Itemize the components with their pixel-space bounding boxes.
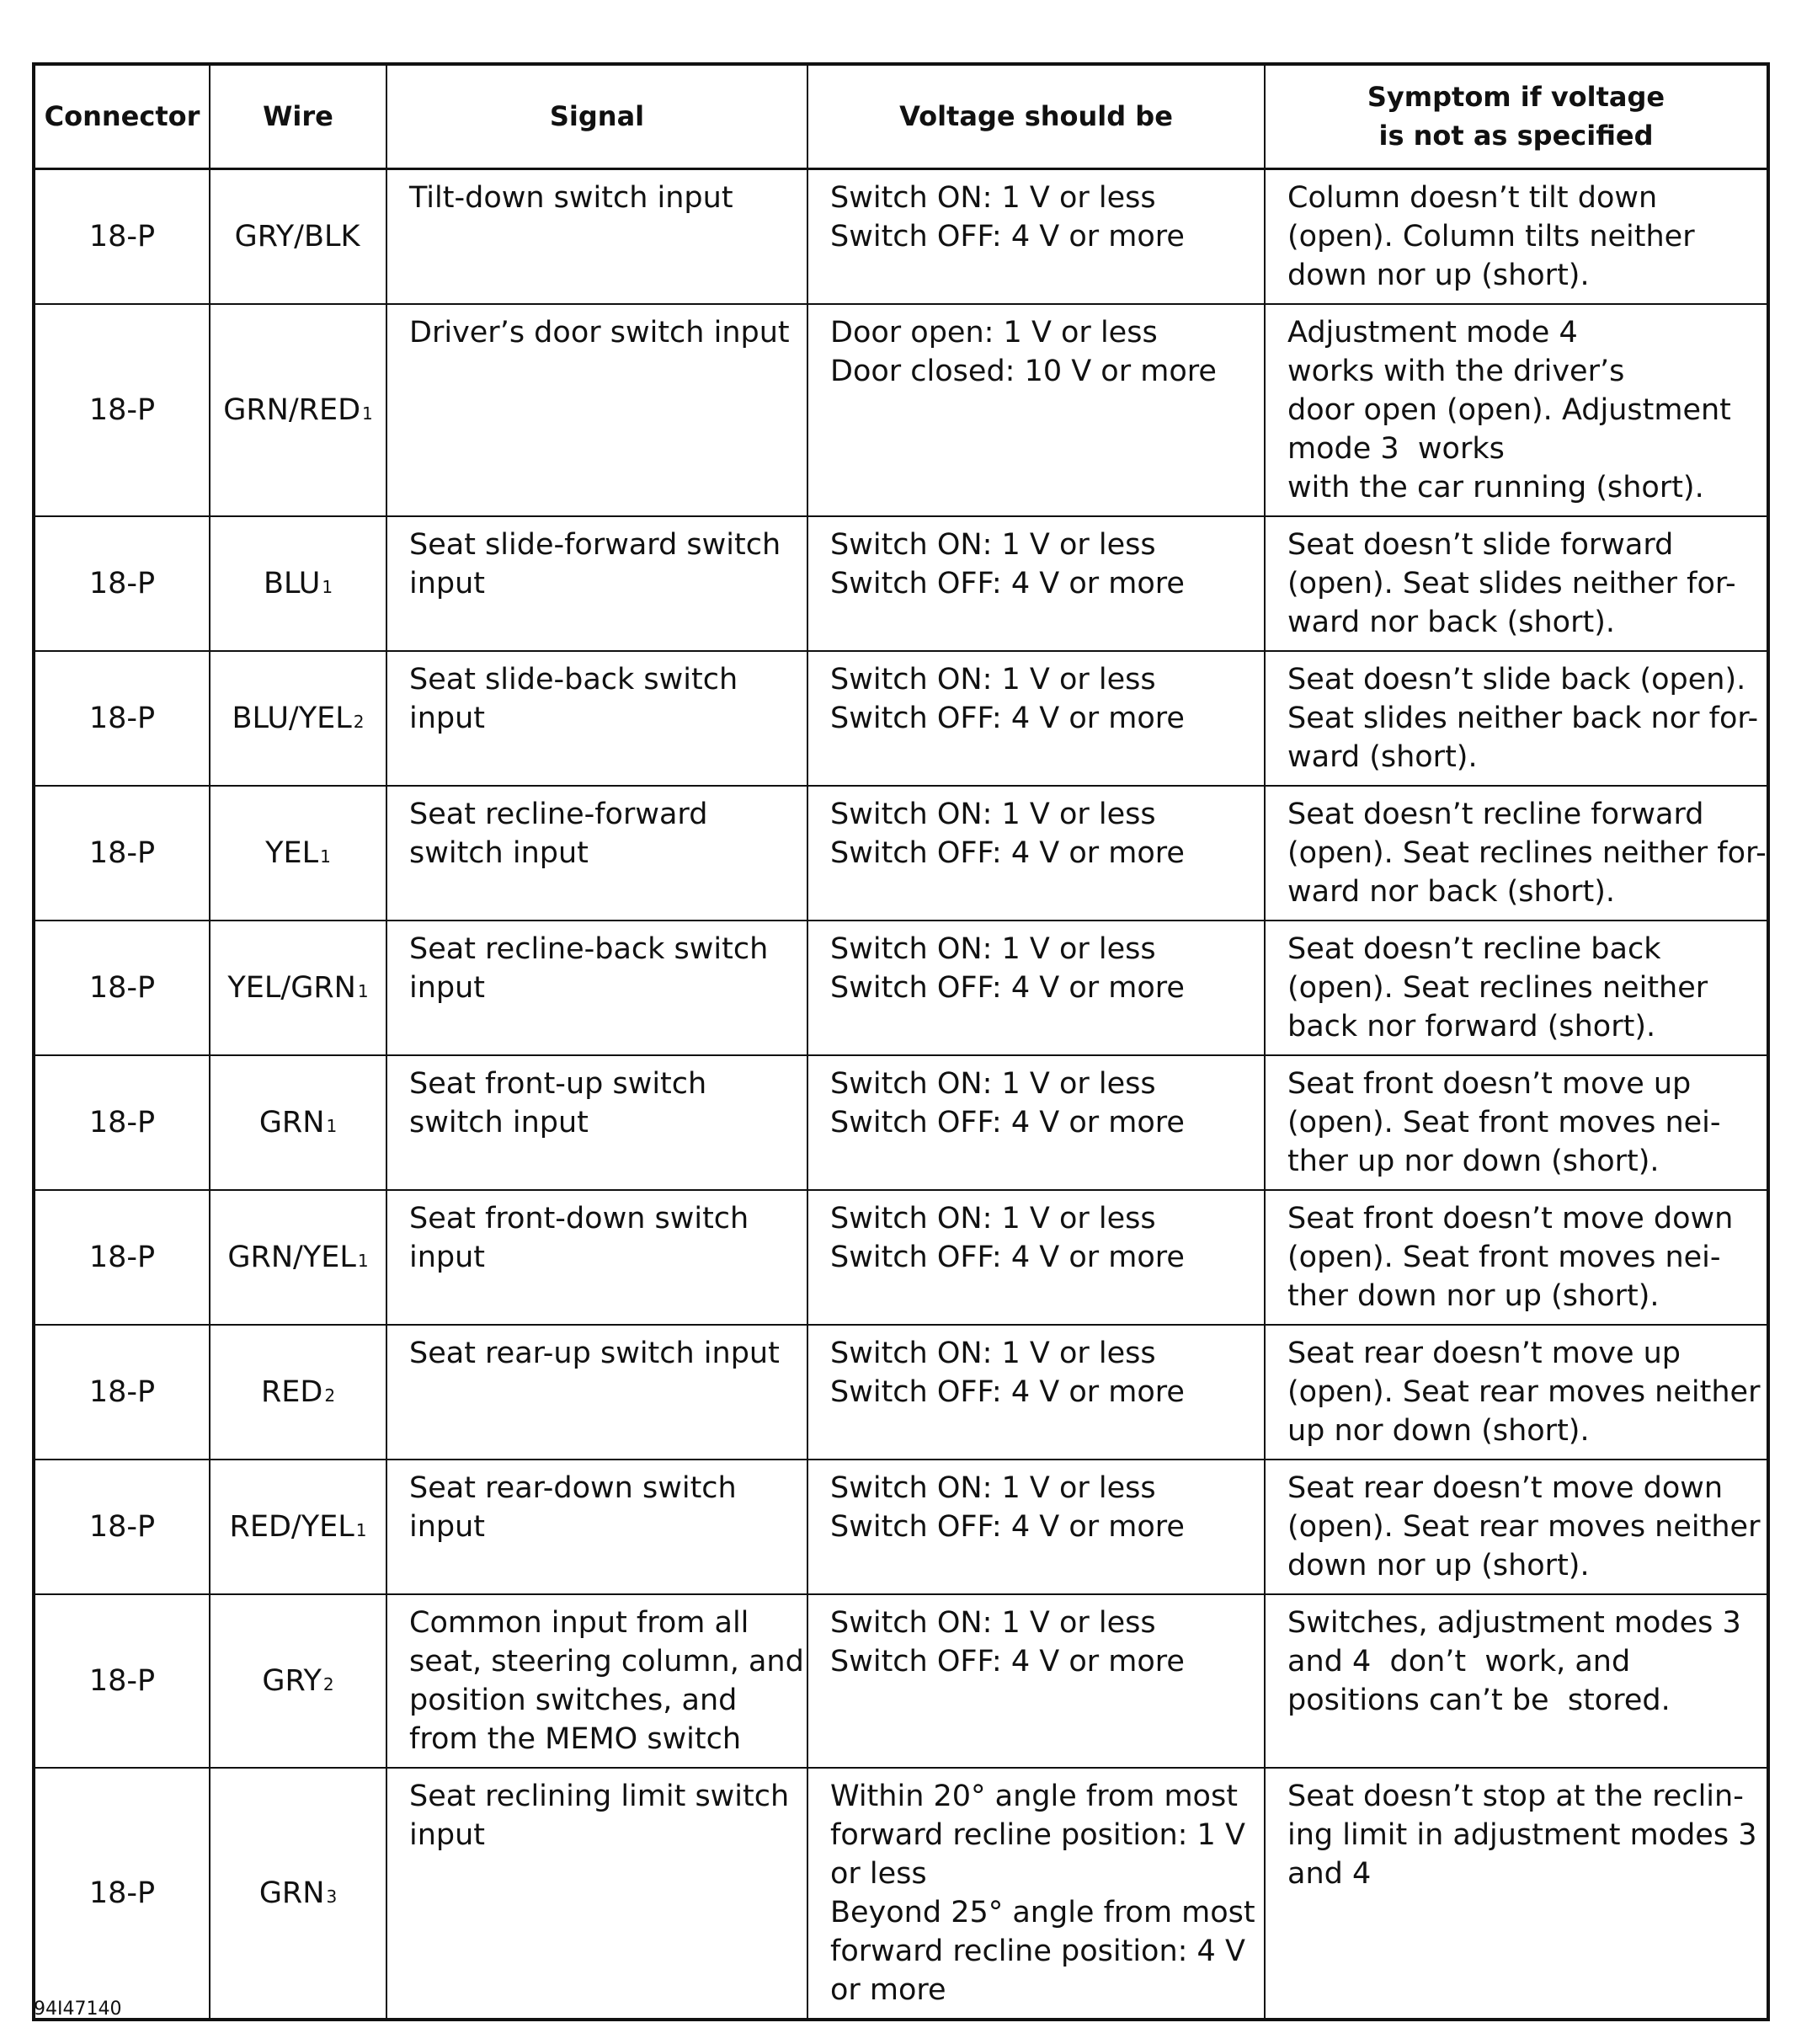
connector-cell [34,304,210,516]
signal-line: Driver’s door switch input [409,315,790,350]
voltage-line: Switch ON: 1 V or less [830,1470,1156,1505]
symptom-line: (open). Seat slides neither for- [1287,566,1736,600]
symptom-line: ward nor back (short). [1287,605,1615,639]
table-row [34,1460,1768,1594]
symptom-line: (open). Seat rear moves neither [1287,1374,1761,1409]
wire-cell [210,168,386,304]
voltage-line: Switch ON: 1 V or less [830,797,1156,831]
voltage-line: Switch ON: 1 V or less [830,931,1156,966]
voltage-line: or more [830,1972,946,2007]
voltage-cell [807,1325,1265,1460]
voltage-line: forward recline position: 4 V [830,1934,1245,1968]
voltage-line: Door closed: 10 V or more [830,354,1217,388]
symptom-line: positions can’t be stored. [1287,1683,1671,1717]
signal-cell [386,304,807,516]
wire-cell [210,921,386,1055]
voltage-cell [807,304,1265,516]
symptom-line: ing limit in adjustment modes 3 [1287,1817,1757,1852]
wire-footnote: 1 [326,1115,338,1136]
symptom-cell [1265,1460,1768,1594]
symptom-line: Seat slides neither back nor for- [1287,701,1759,735]
voltage-cell [807,1190,1265,1325]
wire-footnote: 2 [322,1673,334,1694]
connector-cell [34,1055,210,1190]
diagnostic-table [32,62,1770,2021]
wire-value: BLU/YEL [232,701,352,735]
symptom-line: Seat front doesn’t move up [1287,1066,1692,1101]
signal-line: input [409,970,486,1005]
symptom-line: Seat doesn’t slide forward [1287,527,1674,562]
wire-footnote: 1 [320,846,331,867]
symptom-cell [1265,1325,1768,1460]
voltage-cell [807,1594,1265,1768]
signal-line: Seat recline-forward [409,797,708,831]
signal-line: Tilt-down switch input [409,180,733,215]
symptom-line: down nor up (short). [1287,258,1590,292]
voltage-line: Switch OFF: 4 V or more [830,835,1185,870]
voltage-line: Switch OFF: 4 V or more [830,1374,1185,1409]
signal-line: Seat slide-back switch [409,662,738,696]
symptom-line: and 4 don’t work, and [1287,1644,1631,1678]
voltage-cell [807,516,1265,651]
connector-cell [34,516,210,651]
figure-code: 94I47140 [34,1999,122,2020]
voltage-line: forward recline position: 1 V [830,1817,1245,1852]
wire-value: YEL/GRN [227,970,356,1005]
wire-footnote: 2 [324,1385,336,1406]
symptom-cell [1265,304,1768,516]
symptom-line: with the car running (short). [1287,470,1704,504]
wire-value: BLU [263,566,321,600]
wire-cell [210,1768,386,2020]
voltage-line: Switch ON: 1 V or less [830,662,1156,696]
signal-line: input [409,1817,486,1852]
wire-value: GRN [258,1105,325,1139]
wire-footnote: 1 [357,1250,369,1271]
connector-cell [34,786,210,921]
header-connector [34,64,210,168]
signal-line: Seat front-up switch [409,1066,707,1101]
signal-cell [386,1055,807,1190]
signal-line: seat, steering column, and [409,1644,804,1678]
connector-value: 18-P [88,1663,156,1698]
symptom-line: (open). Seat reclines neither for- [1287,835,1767,870]
table-body [34,168,1768,2020]
symptom-line: ward (short). [1287,739,1478,774]
signal-line: Common input from all [409,1605,749,1640]
symptom-line: (open). Column tilts neither [1287,219,1695,253]
connector-value: 18-P [88,1876,156,1910]
signal-line: Seat rear-up switch input [409,1336,780,1370]
signal-line: Seat slide-forward switch [409,527,781,562]
voltage-line: Switch OFF: 4 V or more [830,1644,1185,1678]
connector-cell [34,1594,210,1768]
connector-value: 18-P [88,835,156,870]
header-signal-label: Signal [549,100,645,133]
voltage-cell [807,1055,1265,1190]
symptom-line: Seat doesn’t recline back [1287,931,1661,966]
wire-value: GRN/YEL [227,1240,356,1274]
signal-line: Seat rear-down switch [409,1470,737,1505]
connector-cell [34,1325,210,1460]
wire-cell [210,651,386,786]
voltage-line: Switch OFF: 4 V or more [830,1105,1185,1139]
symptom-line: down nor up (short). [1287,1548,1590,1582]
voltage-cell [807,168,1265,304]
voltage-cell [807,1768,1265,2020]
wire-value: GRN [258,1876,325,1910]
symptom-cell [1265,786,1768,921]
signal-line: Seat front-down switch [409,1201,749,1235]
symptom-cell [1265,1055,1768,1190]
voltage-line: Switch OFF: 4 V or more [830,1509,1185,1544]
voltage-cell [807,1460,1265,1594]
signal-line: from the MEMO switch [409,1721,742,1756]
wire-value: GRY [262,1663,322,1698]
symptom-line: mode 3 works [1287,431,1505,466]
symptom-line: Seat doesn’t recline forward [1287,797,1704,831]
voltage-line: Switch ON: 1 V or less [830,1201,1156,1235]
wire-value: RED [260,1374,323,1409]
symptom-line: (open). Seat rear moves neither [1287,1509,1761,1544]
connector-value: 18-P [88,1105,156,1139]
signal-line: switch input [409,835,589,870]
voltage-line: Switch OFF: 4 V or more [830,219,1185,253]
header-connector-label: Connector [44,100,200,133]
table-row [34,921,1768,1055]
symptom-line: and 4 [1287,1856,1372,1891]
wire-cell [210,304,386,516]
symptom-line: ther down nor up (short). [1287,1278,1660,1313]
wire-value: YEL [265,835,319,870]
voltage-cell [807,786,1265,921]
voltage-line: Switch ON: 1 V or less [830,1336,1156,1370]
header-voltage [807,64,1265,168]
wire-cell [210,786,386,921]
symptom-line: back nor forward (short). [1287,1009,1656,1043]
symptom-line: works with the driver’s [1287,354,1625,388]
table-row [34,1190,1768,1325]
connector-value: 18-P [88,566,156,600]
voltage-cell [807,921,1265,1055]
table-row [34,651,1768,786]
signal-cell [386,651,807,786]
wire-cell [210,1055,386,1190]
symptom-line: ther up nor down (short). [1287,1144,1660,1178]
header-symptom-label-line2: is not as specified [1378,120,1654,152]
symptom-line: (open). Seat front moves nei- [1287,1240,1721,1274]
symptom-line: Seat doesn’t stop at the reclin- [1287,1779,1744,1813]
voltage-line: Switch ON: 1 V or less [830,180,1156,215]
symptom-cell [1265,516,1768,651]
connector-cell [34,1460,210,1594]
symptom-line: (open). Seat reclines neither [1287,970,1708,1005]
signal-cell [386,168,807,304]
signal-cell [386,1325,807,1460]
wire-footnote: 1 [355,1519,367,1540]
voltage-line: Switch OFF: 4 V or more [830,701,1185,735]
wire-value: GRN/RED [223,392,361,427]
wire-footnote: 1 [357,980,369,1001]
voltage-line: Switch ON: 1 V or less [830,527,1156,562]
header-row [34,64,1768,168]
wire-cell [210,1190,386,1325]
wire-cell [210,1594,386,1768]
symptom-line: Seat front doesn’t move down [1287,1201,1734,1235]
connector-cell [34,1768,210,2020]
table-row [34,786,1768,921]
signal-line: input [409,701,486,735]
table-row [34,1594,1768,1768]
symptom-line: up nor down (short). [1287,1413,1590,1448]
symptom-cell [1265,168,1768,304]
signal-line: switch input [409,1105,589,1139]
connector-value: 18-P [88,1374,156,1409]
table-row [34,1325,1768,1460]
symptom-line: ward nor back (short). [1287,874,1615,909]
table-row [34,516,1768,651]
voltage-line: Beyond 25° angle from most [830,1895,1255,1929]
symptom-line: door open (open). Adjustment [1287,392,1731,427]
voltage-line: Switch ON: 1 V or less [830,1605,1156,1640]
connector-value: 18-P [88,1240,156,1274]
signal-cell [386,1460,807,1594]
signal-cell [386,786,807,921]
signal-cell [386,921,807,1055]
connector-value: 18-P [88,970,156,1005]
connector-cell [34,921,210,1055]
symptom-line: Switches, adjustment modes 3 [1287,1605,1741,1640]
table-row [34,1055,1768,1190]
symptom-cell [1265,651,1768,786]
symptom-cell [1265,921,1768,1055]
connector-cell [34,168,210,304]
signal-line: Seat reclining limit switch [409,1779,790,1813]
header-voltage-label: Voltage should be [899,100,1173,133]
table-row [34,304,1768,516]
wire-cell [210,1460,386,1594]
table-row [34,1768,1768,2020]
voltage-line: Switch OFF: 4 V or more [830,1240,1185,1274]
header-symptom [1265,64,1768,168]
symptom-line: Adjustment mode 4 [1287,315,1578,350]
symptom-line: Seat rear doesn’t move down [1287,1470,1724,1505]
signal-line: position switches, and [409,1683,738,1717]
wire-cell [210,1325,386,1460]
wire-footnote: 2 [353,711,365,732]
header-signal [386,64,807,168]
connector-cell [34,651,210,786]
wire-cell [210,516,386,651]
wire-footnote: 3 [326,1886,338,1907]
signal-line: input [409,1509,486,1544]
voltage-line: Door open: 1 V or less [830,315,1158,350]
voltage-line: or less [830,1856,927,1891]
table-row [34,168,1768,304]
connector-value: 18-P [88,701,156,735]
voltage-line: Within 20° angle from most [830,1779,1238,1813]
wire-value: GRY/BLK [234,219,360,253]
voltage-line: Switch OFF: 4 V or more [830,566,1185,600]
signal-cell [386,1190,807,1325]
symptom-cell [1265,1768,1768,2020]
connector-cell [34,1190,210,1325]
symptom-cell [1265,1190,1768,1325]
wire-footnote: 1 [362,403,373,424]
symptom-line: Column doesn’t tilt down [1287,180,1658,215]
connector-value: 18-P [88,392,156,427]
signal-line: input [409,1240,486,1274]
header-symptom-label-line1: Symptom if voltage [1367,81,1665,114]
symptom-line: Seat doesn’t slide back (open). [1287,662,1746,696]
signal-line: Seat recline-back switch [409,931,769,966]
voltage-cell [807,651,1265,786]
voltage-line: Switch ON: 1 V or less [830,1066,1156,1101]
wire-footnote: 1 [322,576,333,597]
connector-value: 18-P [88,219,156,253]
connector-value: 18-P [88,1509,156,1544]
signal-line: input [409,566,486,600]
symptom-line: (open). Seat front moves nei- [1287,1105,1721,1139]
voltage-line: Switch OFF: 4 V or more [830,970,1185,1005]
signal-cell [386,1768,807,2020]
signal-cell [386,516,807,651]
header-wire [210,64,386,168]
symptom-cell [1265,1594,1768,1768]
symptom-line: Seat rear doesn’t move up [1287,1336,1681,1370]
header-wire-label: Wire [263,100,333,133]
wire-value: RED/YEL [229,1509,354,1544]
signal-cell [386,1594,807,1768]
